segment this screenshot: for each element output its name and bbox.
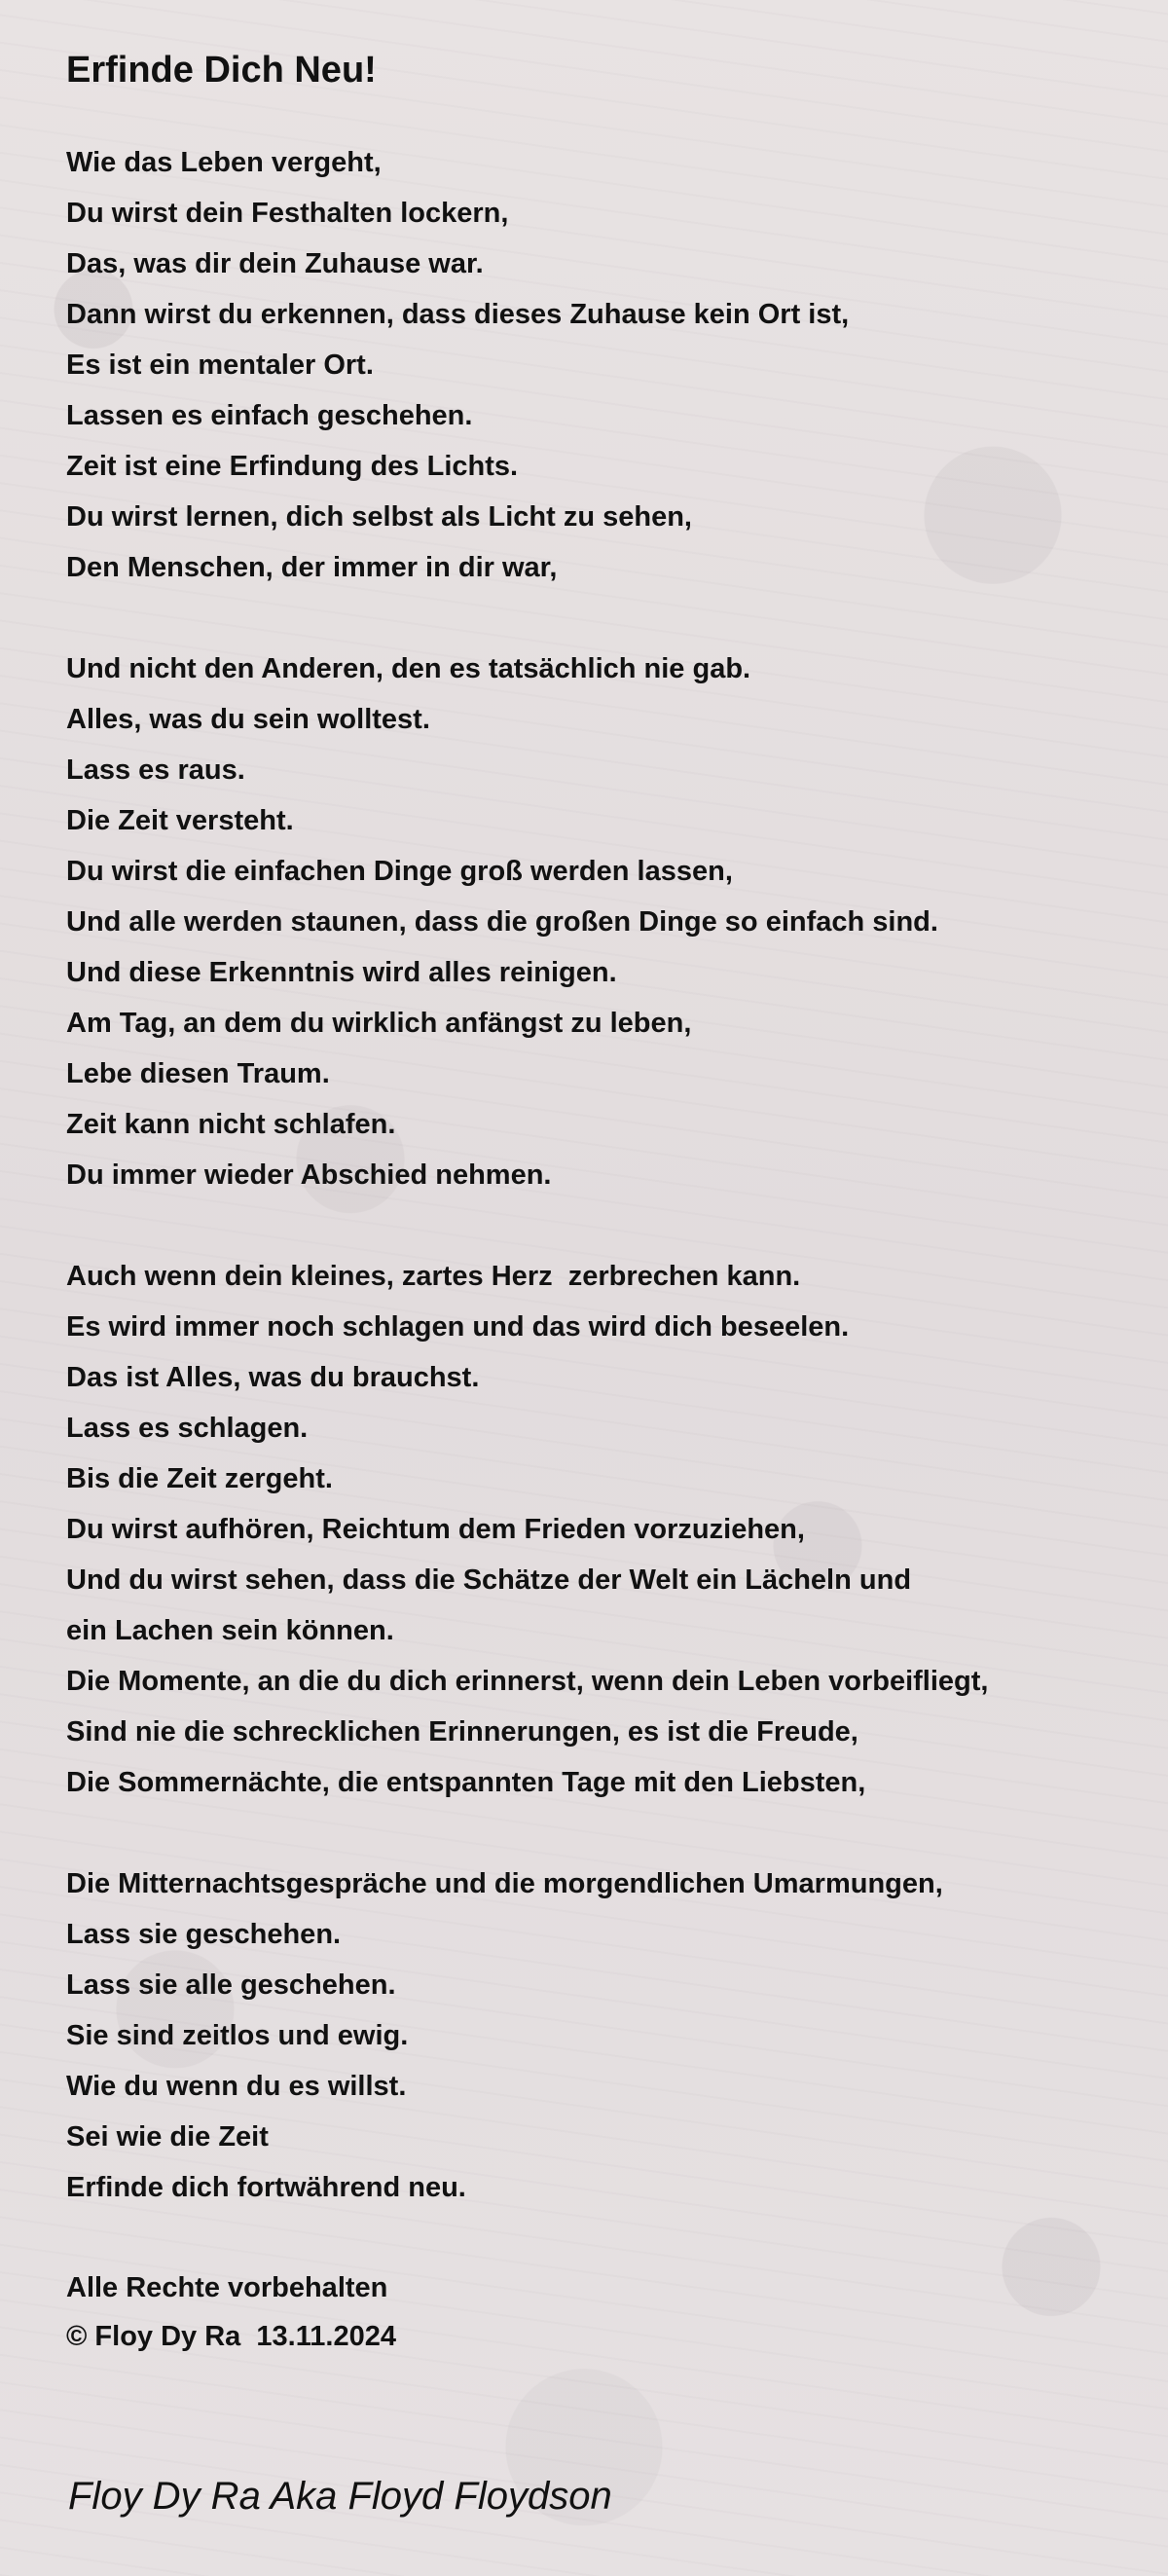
rights-reserved-text: Alle Rechte vorbehalten bbox=[66, 2271, 388, 2303]
poem-line: Die Mitternachtsgespräche und die morgendlichen Umarmungen, bbox=[66, 1867, 943, 1899]
copyright-line: © Floy Dy Ra 13.11.2024 bbox=[66, 2320, 396, 2352]
poem-line: Bis die Zeit zergeht. bbox=[66, 1462, 333, 1494]
author-name: Floy Dy Ra Aka Floyd Floydson bbox=[68, 2475, 612, 2518]
poem-line: Sei wie die Zeit bbox=[66, 2120, 269, 2153]
poem-line: Die Sommernächte, die entspannten Tage mit den Liebsten, bbox=[66, 1766, 866, 1798]
poem-line: Es ist ein mentaler Ort. bbox=[66, 349, 374, 381]
poem-line: Am Tag, an dem du wirklich anfängst zu leben, bbox=[66, 1007, 692, 1039]
poem-line: Du wirst lernen, dich selbst als Licht zu sehen, bbox=[66, 500, 692, 533]
poem-line: Es wird immer noch schlagen und das wird dich beseelen. bbox=[66, 1310, 850, 1343]
poem-line: Lebe diesen Traum. bbox=[66, 1057, 330, 1089]
poem-line: Du wirst aufhören, Reichtum dem Frieden vorzuziehen, bbox=[66, 1513, 805, 1545]
poem-line: Den Menschen, der immer in dir war, bbox=[66, 551, 558, 583]
poem-line: Alles, was du sein wolltest. bbox=[66, 703, 430, 735]
poem-stanza bbox=[66, 137, 1137, 593]
poem-line: Wie du wenn du es willst. bbox=[66, 2070, 407, 2102]
poem-line: Lass es raus. bbox=[66, 754, 245, 786]
poem-line: ein Lachen sein können. bbox=[66, 1614, 394, 1646]
poem-title: Erfinde Dich Neu! bbox=[66, 50, 377, 91]
poem-line: Du immer wieder Abschied nehmen. bbox=[66, 1159, 552, 1191]
poem-line: Erfinde dich fortwährend neu. bbox=[66, 2171, 466, 2203]
poem-line: Sind nie die schrecklichen Erinnerungen, es ist die Freude, bbox=[66, 1715, 858, 1748]
poem-line: Die Zeit versteht. bbox=[66, 804, 294, 836]
poem-line: Wie das Leben vergeht, bbox=[66, 146, 382, 178]
rights-notice bbox=[66, 2263, 1137, 2361]
poem-line: Du wirst dein Festhalten lockern, bbox=[66, 197, 509, 229]
poem-body bbox=[66, 137, 1137, 2213]
poem-line: Und diese Erkenntnis wird alles reinigen. bbox=[66, 956, 617, 988]
poem-stanza bbox=[66, 1858, 1137, 2213]
poem-line: Lass es schlagen. bbox=[66, 1412, 309, 1444]
poem-line: Lass sie alle geschehen. bbox=[66, 1969, 396, 2001]
poem-stanza bbox=[66, 1251, 1137, 1808]
poem-line: Das, was dir dein Zuhause war. bbox=[66, 247, 484, 279]
poem-line: Zeit kann nicht schlafen. bbox=[66, 1108, 396, 1140]
poem-line: Dann wirst du erkennen, dass dieses Zuhause kein Ort ist, bbox=[66, 298, 850, 330]
poem-line: Und alle werden staunen, dass die großen Dinge so einfach sind. bbox=[66, 905, 938, 938]
poem-line: Und du wirst sehen, dass die Schätze der Welt ein Lächeln und bbox=[66, 1564, 912, 1596]
poem-line: Die Momente, an die du dich erinnerst, wenn dein Leben vorbeifliegt, bbox=[66, 1665, 989, 1697]
poem-line: Lass sie geschehen. bbox=[66, 1918, 342, 1950]
poem-line: Und nicht den Anderen, den es tatsächlich nie gab. bbox=[66, 652, 751, 684]
poem-line: Sie sind zeitlos und ewig. bbox=[66, 2019, 409, 2051]
poem-line: Lassen es einfach geschehen. bbox=[66, 399, 473, 431]
poem-line: Du wirst die einfachen Dinge groß werden lassen, bbox=[66, 855, 733, 887]
poem-container bbox=[66, 49, 1137, 2361]
poem-line: Auch wenn dein kleines, zartes Herz zerbrechen kann. bbox=[66, 1260, 801, 1292]
poem-line: Zeit ist eine Erfindung des Lichts. bbox=[66, 450, 519, 482]
poem-stanza bbox=[66, 644, 1137, 1200]
poem-line: Das ist Alles, was du brauchst. bbox=[66, 1361, 480, 1393]
